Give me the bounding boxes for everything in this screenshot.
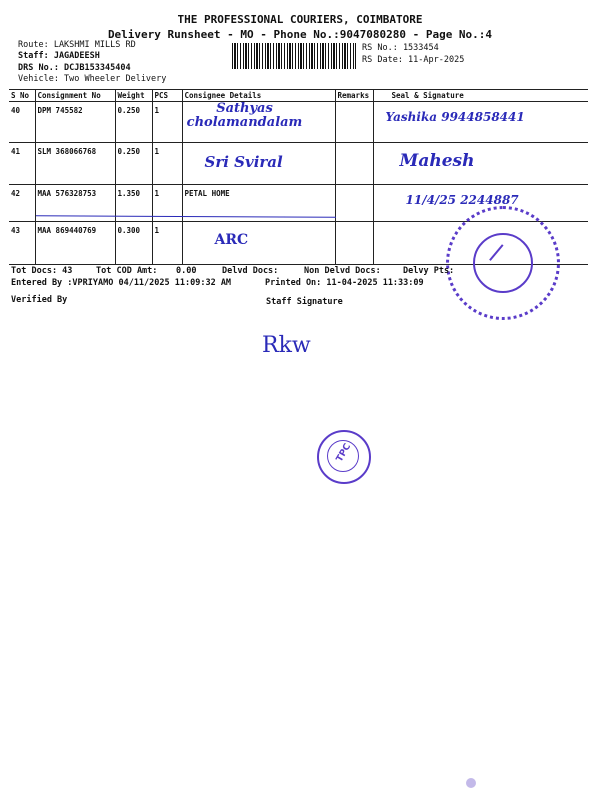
signature-cell — [373, 102, 588, 143]
printed-on: Printed On: 11-04-2025 11:33:09 — [265, 278, 424, 288]
remarks-cell — [335, 222, 373, 265]
handwritten-signature: Yashika 9944858441 — [385, 110, 525, 124]
signature-cell — [373, 143, 588, 185]
table-header-row — [9, 90, 588, 102]
tpc-stamp — [317, 430, 371, 484]
drs-number: DRS No.: DCJB153345404 — [18, 63, 131, 73]
table-row — [9, 102, 588, 143]
delivery-seal-stamp — [446, 206, 560, 320]
tpc-stamp-text: TPC — [334, 442, 354, 464]
handwritten-consignee: Sathyas cholamandalam — [186, 101, 303, 130]
delivered-docs: Delvd Docs: — [222, 266, 279, 276]
consignee-cell — [182, 222, 335, 265]
sno-cell: 41 — [9, 143, 35, 185]
remarks-cell — [335, 185, 373, 222]
entered-by: Entered By :VPRIYAMO 04/11/2025 11:09:32 AM — [11, 278, 232, 288]
pcs-cell: 1 — [152, 222, 182, 265]
handwritten-consignee: ARC — [214, 232, 249, 248]
handwritten-signature: Mahesh — [399, 151, 475, 171]
consignment-cell: SLM 368066768 — [35, 143, 115, 185]
ink-smudge — [466, 778, 476, 788]
table-row — [9, 143, 588, 185]
consignee-cell — [182, 102, 335, 143]
delivery-points: Delvy Pts: — [403, 266, 455, 276]
col-remarks: Remarks — [335, 90, 373, 102]
weight-cell: 0.250 — [115, 143, 152, 185]
col-pcs: PCS — [152, 90, 182, 102]
handwritten-consignee: Sri Sviral — [204, 153, 283, 171]
company-title: THE PROFESSIONAL COURIERS, COIMBATORE — [177, 13, 423, 26]
verified-by: Verified By — [11, 295, 68, 305]
staff-handwritten-signature: Rkw — [262, 333, 311, 358]
handwritten-signature: 11/4/25 2244887 — [405, 193, 519, 207]
rs-date: RS Date: 11-Apr-2025 — [362, 55, 465, 65]
pcs-cell: 1 — [152, 143, 182, 185]
consignment-cell: MAA 869440769 — [35, 222, 115, 265]
non-delivered-docs: Non Delvd Docs: — [304, 266, 381, 276]
runsheet-subtitle: Delivery Runsheet - MO - Phone No.:9047080280 - Page No.:4 — [107, 28, 493, 41]
staff-signature-label: Staff Signature — [266, 297, 343, 307]
vehicle-label: Vehicle: Two Wheeler Delivery — [18, 74, 167, 84]
weight-cell: 0.250 — [115, 102, 152, 143]
route-label: Route: LAKSHMI MILLS RD — [18, 40, 136, 50]
col-consignee: Consignee Details — [182, 90, 335, 102]
staff-label: Staff: JAGADEESH — [18, 51, 100, 61]
remarks-cell — [335, 143, 373, 185]
consignee-cell: PETAL HOME — [182, 185, 335, 222]
pcs-cell: 1 — [152, 102, 182, 143]
consignment-cell: DPM 745582 — [35, 102, 115, 143]
rs-number: RS No.: 1533454 — [362, 43, 439, 53]
weight-cell: 1.350 — [115, 185, 152, 222]
sno-cell: 42 — [9, 185, 35, 222]
pcs-cell: 1 — [152, 185, 182, 222]
col-weight: Weight — [115, 90, 152, 102]
total-docs: Tot Docs: 43 — [11, 266, 73, 276]
col-seal-signature: Seal & Signature — [373, 90, 588, 102]
remarks-cell — [335, 102, 373, 143]
consignee-cell — [182, 143, 335, 185]
weight-cell: 0.300 — [115, 222, 152, 265]
barcode — [232, 43, 356, 69]
sno-cell: 43 — [9, 222, 35, 265]
consignment-cell: MAA 576328753 — [35, 185, 115, 222]
total-cod-label: Tot COD Amt: — [96, 266, 158, 276]
total-cod-value: 0.00 — [176, 266, 197, 276]
col-sno: S No — [9, 90, 35, 102]
sno-cell: 40 — [9, 102, 35, 143]
col-consignment: Consignment No — [35, 90, 115, 102]
